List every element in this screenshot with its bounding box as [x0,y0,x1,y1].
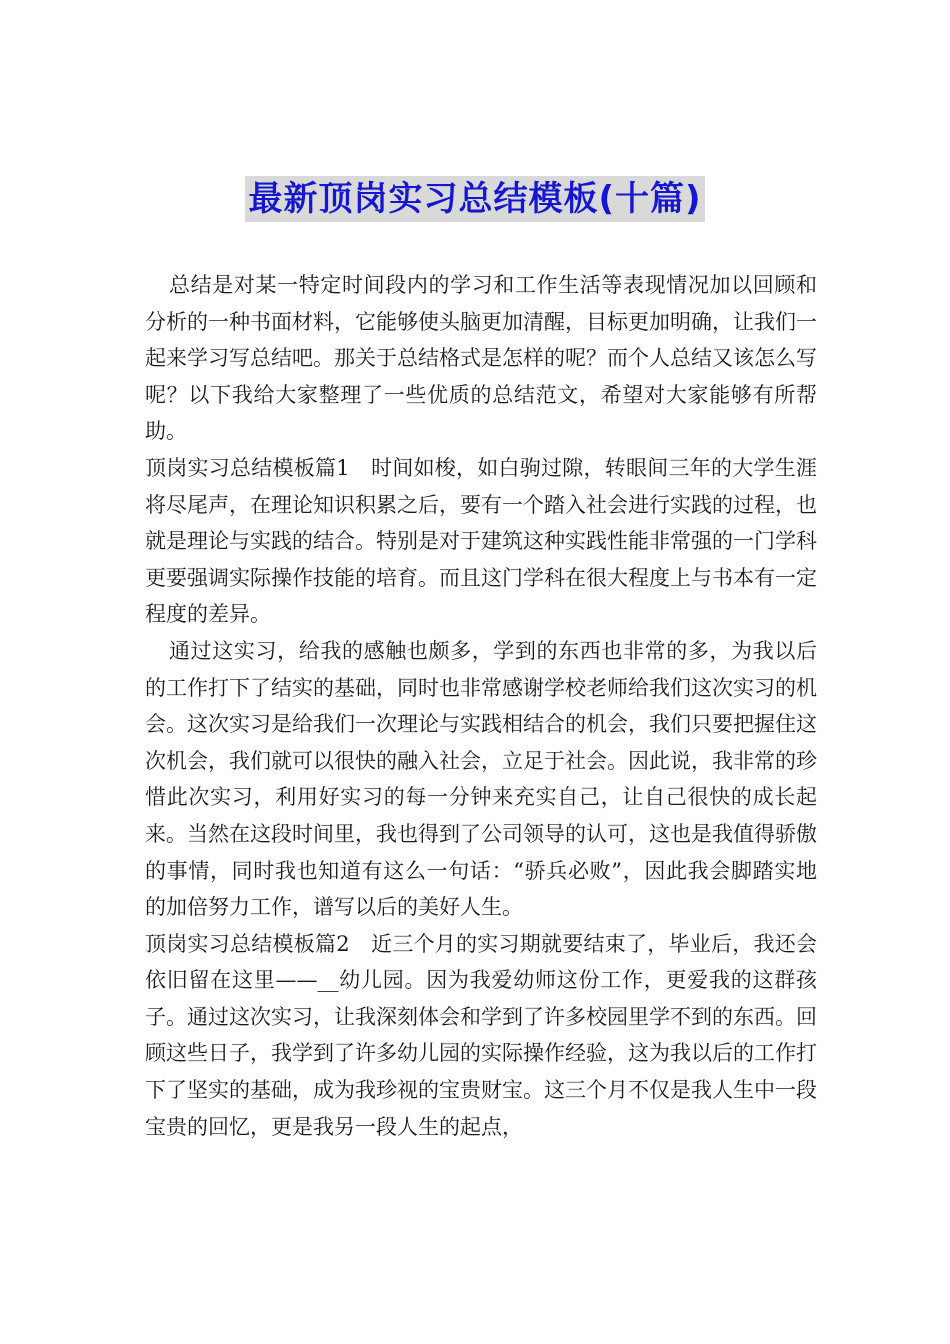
section-1-continued-paragraph: 通过这实习，给我的感触也颇多，学到的东西也非常的多，为我以后的工作打下了结实的基础，同时也非常感谢学校老师给我们这次实习的机会。这次实习是给我们一次理论与实践相结合的机会，我们只要把握住这次机会，我们就可以很快的融入社会，立足于社会。因此说，我非常的珍惜此次实习，利用好实习的每一分钟来充实自己，让自己很快的成长起来。当然在这段时间里，我也得到了公司领导的认可，这也是我值得骄傲的事情，同时我也知道有这么一句话：“骄兵必败”，因此我会脚踏实地的加倍努力工作，谱写以后的美好人生。 [145,638,817,920]
document-body [145,267,817,1145]
title-container [0,176,950,222]
section-2-paragraph: 顶岗实习总结模板篇2 近三个月的实习期就要结束了，毕业后，我还会依旧留在这里——__幼儿园。因为我爱幼师这份工作，更爱我的这群孩子。通过这次实习，让我深刻体会和学到了许多校园里学不到的东西。回顾这些日子，我学到了许多幼儿园的实际操作经验，这为我以后的工作打下了坚实的基础，成为我珍视的宝贵财宝。这三个月不仅是我人生中一段宝贵的回忆，更是我另一段人生的起点， [145,931,817,1139]
document-title: 最新顶岗实习总结模板(十篇) [245,176,704,222]
intro-paragraph: 总结是对某一特定时间段内的学习和工作生活等表现情况加以回顾和分析的一种书面材料，它能够使头脑更加清醒，目标更加明确，让我们一起来学习写总结吧。那关于总结格式是怎样的呢？而个人总结又该怎么写呢？以下我给大家整理了一些优质的总结范文，希望对大家能够有所帮助。 [145,273,817,444]
section-1-paragraph: 顶岗实习总结模板篇1 时间如梭，如白驹过隙，转眼间三年的大学生涯将尽尾声，在理论知识积累之后，要有一个踏入社会进行实践的过程，也就是理论与实践的结合。特别是对于建筑这种实践性能非常强的一门学科更要强调实际操作技能的培育。而且这门学科在很大程度上与书本有一定程度的差异。 [145,455,817,627]
